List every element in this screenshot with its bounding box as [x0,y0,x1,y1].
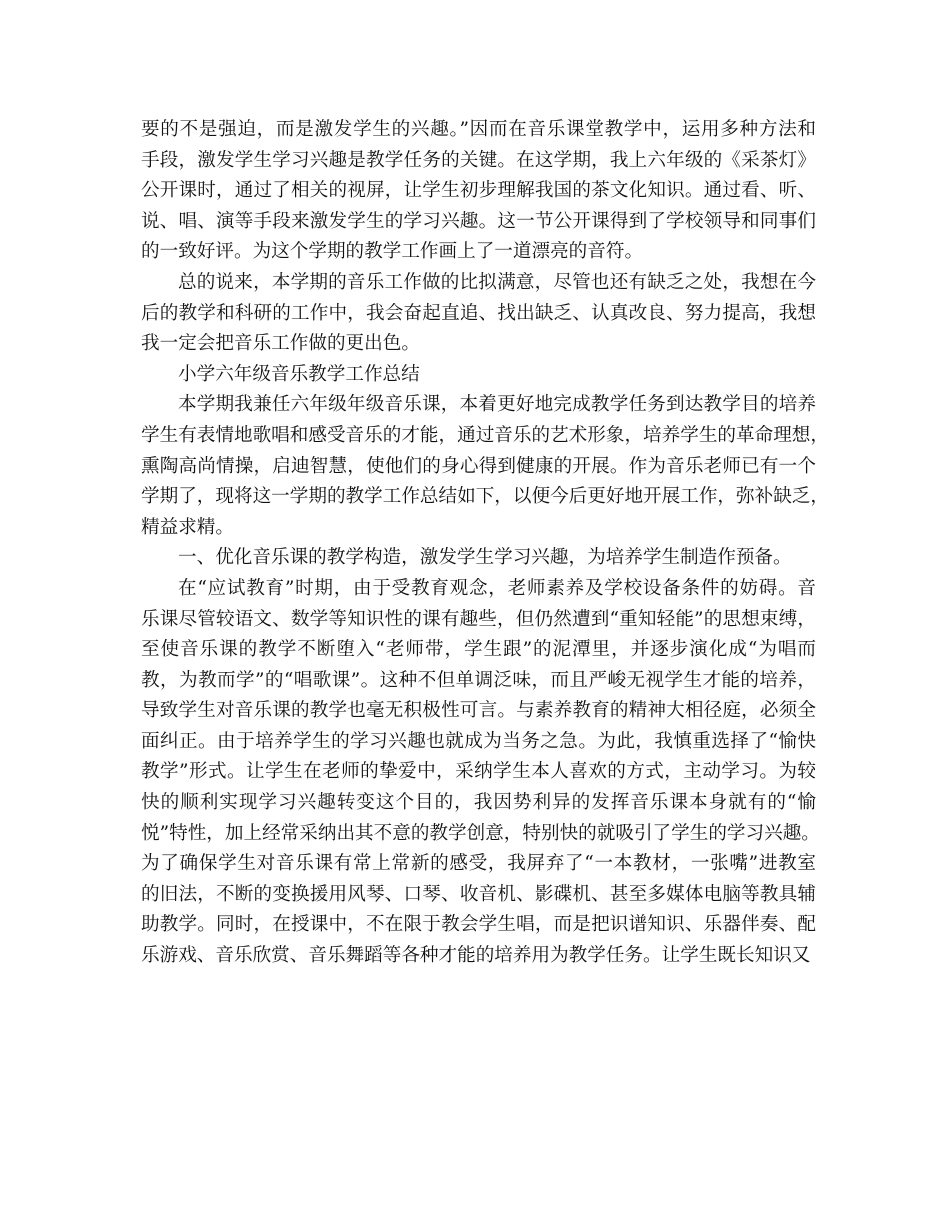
text-line: 教学”形式。让学生在老师的挚爱中，采纳学生本人喜欢的方式，主动学习。为较 [141,761,816,783]
text-line: 说、唱、演等手段来激发学生的学习兴趣。这一节公开课得到了学校领导和同事们 [141,210,816,232]
text-line: 公开课时，通过了相关的视屏，让学生初步理解我国的茶文化知识。通过看、听、 [141,180,816,202]
text-line: 助教学。同时，在授课中，不在限于教会学生唱，而是把识谱知识、乐器伴奏、配 [141,914,816,936]
paragraph [141,574,820,972]
text-line: 的一致好评。为这个学期的教学工作画上了一道漂亮的音符。 [141,241,644,263]
text-line: 后的教学和科研的工作中，我会奋起直追、找出缺乏、认真改良、努力提高，我想 [141,302,816,324]
document-body [141,115,829,972]
text-line: 我一定会把音乐工作做的更出色。 [141,333,420,355]
paragraph [141,360,816,391]
text-line: 面纠正。由于培养学生的学习兴趣也就成为当务之急。为此，我慎重选择了“愉快 [141,730,816,752]
text-line: 精益求精。 [141,516,234,538]
paragraph [141,390,829,543]
text-line: 教，为教而学”的“唱歌课”。这种不但单调泛味，而且严峻无视学生才能的培养， [141,669,816,691]
text-line: 的旧法，不断的变换援用风琴、口琴、收音机、影碟机、甚至多媒体电脑等教具辅 [141,883,816,905]
text-line: 悦”特性，加上经常采纳出其不意的教学创意，特别快的就吸引了学生的学习兴趣。 [141,822,820,844]
text-line: 学期了，现将这一学期的教学工作总结如下，以便今后更好地开展工作，弥补缺乏， [141,486,829,508]
text-line: 乐游戏、音乐欣赏、音乐舞蹈等各种才能的培养用为教学任务。让学生既长知识又 [141,945,811,967]
text-line: 一、优化音乐课的教学构造，激发学生学习兴趣，为培养学生制造作预备。 [178,547,792,569]
text-line: 为了确保学生对音乐课有常上常新的感受，我屏弃了“一本教材，一张嘴”进教室 [141,853,816,875]
text-line: 导致学生对音乐课的教学也毫无积极性可言。与素养教育的精神大相径庭，必须全 [141,700,816,722]
text-line: 学生有表情地歌唱和感受音乐的才能，通过音乐的艺术形象，培养学生的革命理想， [141,424,829,446]
text-line: 小学六年级音乐教学工作总结 [178,363,420,385]
paragraph [141,268,816,360]
paragraph [141,543,816,574]
text-line: 手段，激发学生学习兴趣是教学任务的关键。在这学期，我上六年级的《采茶灯》 [141,149,816,171]
text-line: 乐课尽管较语文、数学等知识性的课有趣些，但仍然遭到“重知轻能”的思想束缚， [141,608,816,630]
text-line: 要的不是强迫，而是激发学生的兴趣。”因而在音乐课堂教学中，运用多种方法和 [141,119,816,140]
text-line: 总的说来，本学期的音乐工作做的比拟满意，尽管也还有缺乏之处，我想在今 [178,271,816,293]
text-line: 在“应试教育”时期，由于受教育观念，老师素养及学校设备条件的妨碍。音 [178,577,816,599]
text-line: 至使音乐课的教学不断堕入“老师带，学生跟”的泥潭里，并逐步演化成“为唱而 [141,639,816,661]
paragraph [141,115,816,268]
text-line: 本学期我兼任六年级年级音乐课，本着更好地完成教学任务到达教学目的培养 [178,394,816,416]
text-line: 熏陶高尚情操，启迪智慧，使他们的身心得到健康的开展。作为音乐老师已有一个 [141,455,816,477]
text-line: 快的顺利实现学习兴趣转变这个目的，我因势利异的发挥音乐课本身就有的“愉 [141,792,816,814]
